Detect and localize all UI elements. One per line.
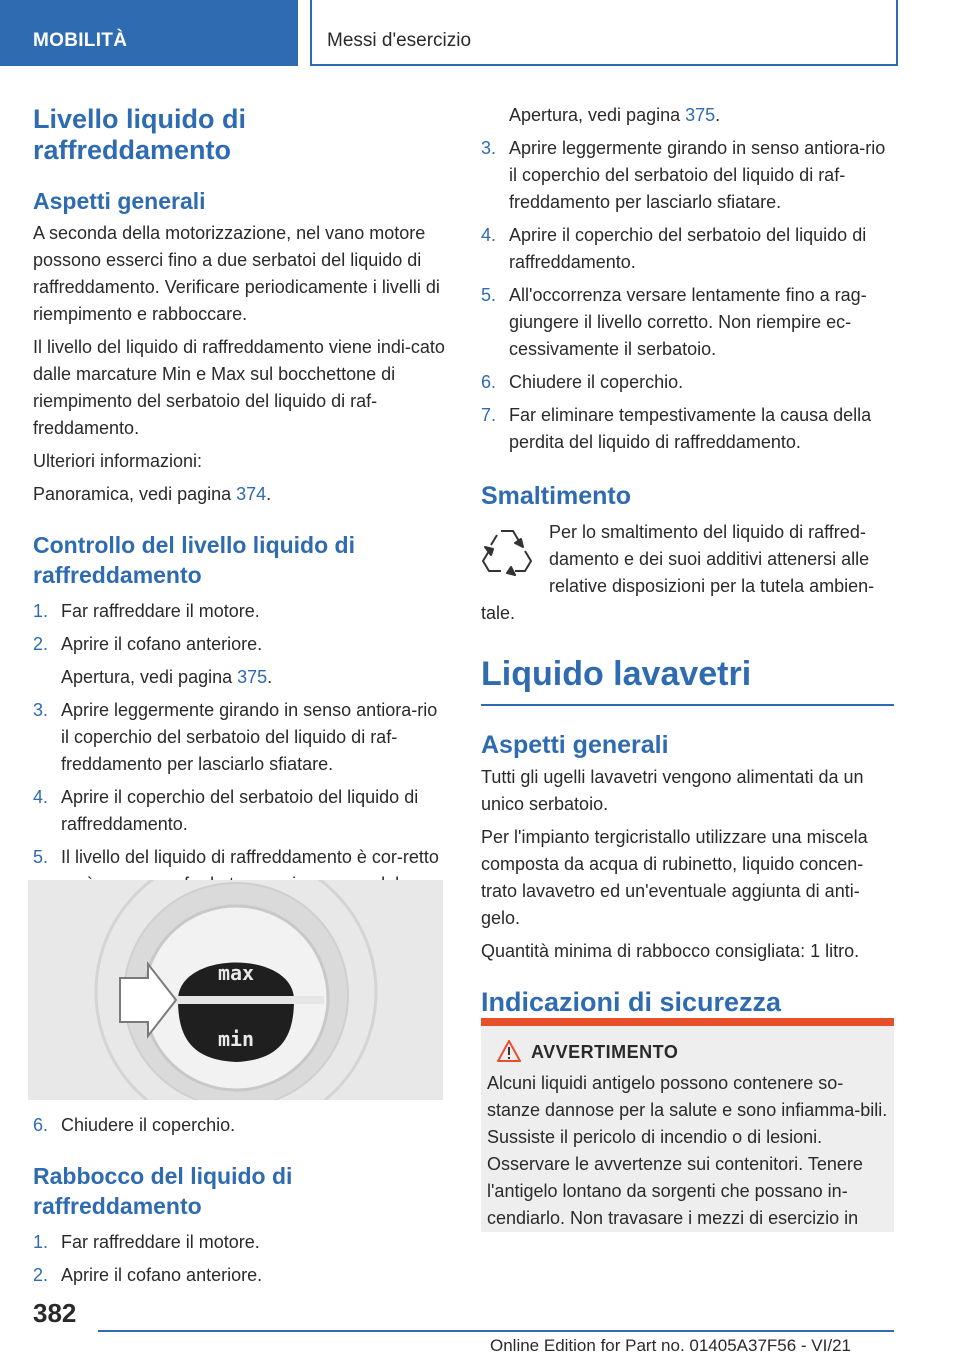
check-steps <box>33 598 445 658</box>
step-number: 6. <box>33 1115 49 1135</box>
list-item <box>33 784 445 838</box>
section-tab <box>0 0 298 66</box>
list-item <box>33 1112 445 1139</box>
min-mark: min <box>217 1027 255 1051</box>
reference-end: . <box>266 484 272 504</box>
step-text: Aprire leggermente girando in senso antiora-rio il coperchio del serbatoio del liquido di raf-freddamento per lasciarlo sfiatare. <box>61 700 438 774</box>
reference-end: . <box>267 667 273 687</box>
general-paragraph-1: A seconda della motorizzazione, nel vano motore possono esserci fino a due serbatoi del liquido di raffreddamento. Verificare periodicamente i livelli di riempimento e rabboccare. <box>33 223 440 324</box>
warning-bar <box>481 1018 894 1026</box>
step-subnote <box>481 102 894 129</box>
check-step-6 <box>33 1112 445 1139</box>
step-text: Aprire il coperchio del serbatoio del liquido di raffreddamento. <box>509 225 867 272</box>
step-number: 1. <box>33 1232 49 1252</box>
warning-box <box>481 1018 894 1232</box>
list-item <box>33 1262 445 1289</box>
reference-text: Apertura, vedi pagina <box>509 105 686 125</box>
disposal-heading: Smaltimento <box>481 482 632 510</box>
general-paragraph-4 <box>33 481 445 508</box>
warning-title-row <box>487 1040 888 1070</box>
step-text: Aprire leggermente girando in senso antiora-rio il coperchio del serbatoio del liquido di raf-freddamento per lasciarlo sfiatare. <box>509 138 886 212</box>
step-number: 6. <box>481 372 497 392</box>
general-paragraph-3: Ulteriori informazioni: <box>33 451 203 471</box>
step-text: Aprire il cofano anteriore. <box>61 634 263 654</box>
list-item <box>33 631 445 658</box>
step-text: Chiudere il coperchio. <box>61 1115 236 1135</box>
chapter-label: Messi d'esercizio <box>327 30 472 51</box>
refill-heading: Rabbocco del liquido di raffreddamento <box>33 1163 293 1219</box>
step-text: Far eliminare tempestivamente la causa della perdita del liquido di raffreddamento. <box>509 405 872 452</box>
reference-text: Apertura, vedi pagina <box>61 667 238 687</box>
step-number: 2. <box>33 1265 49 1285</box>
disposal-line-3: relative disposizioni per la tutela ambien- <box>549 576 875 596</box>
general-heading: Aspetti generali <box>33 188 206 214</box>
recycle-icon <box>481 525 533 577</box>
check-heading: Controllo del livello liquido di raffreddamento <box>33 532 355 588</box>
chapter-tab <box>310 0 898 66</box>
step-number: 5. <box>481 285 497 305</box>
refill-steps <box>33 1229 445 1289</box>
warning-content <box>481 1026 894 1232</box>
warning-text: Alcuni liquidi antigelo possono contenere so-stanze dannose per la salute e sono infiamma-bili. Sussiste il pericolo di incendio o di lesioni. Osservare le avvertenze sui contenitori. Tenere l'antigelo lontano da sorgenti che possano in-cendiarlo. Non travasare i mezzi di esercizio in <box>487 1073 888 1228</box>
refill-steps-continued <box>481 135 894 456</box>
step-number: 4. <box>481 225 497 245</box>
page-link[interactable]: 375 <box>685 105 716 125</box>
footer-rule <box>98 1330 894 1332</box>
page-link[interactable]: 375 <box>237 667 268 687</box>
right-column <box>481 102 894 1018</box>
section-label: MOBILITÀ <box>33 30 128 51</box>
washer-paragraph-3: Quantità minima di rabbocco consigliata: 1 litro. <box>481 941 860 961</box>
step-number: 2. <box>33 634 49 654</box>
list-item <box>33 697 445 778</box>
step-number: 5. <box>33 847 49 867</box>
list-item <box>33 1229 445 1256</box>
step-text: Aprire il coperchio del serbatoio del liquido di raffreddamento. <box>61 787 419 834</box>
step-text: Chiudere il coperchio. <box>509 372 684 392</box>
warning-triangle-icon <box>497 1040 521 1062</box>
section-title: Livello liquido di raffreddamento <box>33 104 246 165</box>
step-number: 7. <box>481 405 497 425</box>
left-column <box>33 104 445 925</box>
reference-end: . <box>715 105 721 125</box>
left-column-bottom <box>33 1112 445 1289</box>
page-number: 382 <box>33 1298 77 1328</box>
list-item <box>481 369 894 396</box>
washer-general-heading: Aspetti generali <box>481 731 669 759</box>
list-item <box>481 402 894 456</box>
step-subnote <box>33 664 445 691</box>
list-item <box>481 135 894 216</box>
step-number: 3. <box>33 700 49 720</box>
reference-text: Panoramica, vedi pagina <box>33 484 237 504</box>
step-number: 3. <box>481 138 497 158</box>
disposal-line-4: tale. <box>481 603 516 623</box>
disposal-block <box>481 519 894 627</box>
step-text: All'occorrenza versare lentamente fino a rag-giungere il livello corretto. Non riempire ec-cessivamente il serbatoio. <box>509 285 867 359</box>
coolant-cap-figure <box>28 880 443 1100</box>
disposal-line-2: damento e dei suoi additivi attenersi alle <box>549 549 870 569</box>
page-link[interactable]: 374 <box>236 484 267 504</box>
coolant-cap-illustration <box>28 880 443 1100</box>
step-number: 1. <box>33 601 49 621</box>
washer-title: Liquido lavavetri <box>481 655 752 693</box>
edition-note: Online Edition for Part no. 01405A37F56 - VI/21 <box>490 1336 852 1355</box>
max-mark: max <box>217 961 255 985</box>
list-item <box>481 222 894 276</box>
title-rule <box>481 704 894 706</box>
safety-heading: Indicazioni di sicurezza <box>481 987 782 1017</box>
washer-paragraph-2: Per l'impianto tergicristallo utilizzare una miscela composta da acqua di rubinetto, liquido concen-trato lavavetro ed un'eventuale aggiunta di anti-gelo. <box>481 827 868 928</box>
step-text: Far raffreddare il motore. <box>61 601 260 621</box>
step-text: Il livello del liquido di raffreddamento è cor-retto <box>61 847 439 867</box>
step-text: Aprire il cofano anteriore. <box>61 1265 263 1285</box>
warning-title: AVVERTIMENTO <box>531 1042 679 1062</box>
step-text: Far raffreddare il motore. <box>61 1232 260 1252</box>
step-number: 4. <box>33 787 49 807</box>
disposal-line-1: Per lo smaltimento del liquido di raffred- <box>549 522 866 542</box>
list-item <box>481 282 894 363</box>
general-paragraph-2: Il livello del liquido di raffreddamento viene indi-cato dalle marcature Min e Max sul bocchettone di riempimento del serbatoio del liquido di raf-freddamento. <box>33 337 445 438</box>
list-item <box>33 598 445 625</box>
washer-paragraph-1: Tutti gli ugelli lavavetri vengono alimentati da un unico serbatoio. <box>481 767 864 814</box>
